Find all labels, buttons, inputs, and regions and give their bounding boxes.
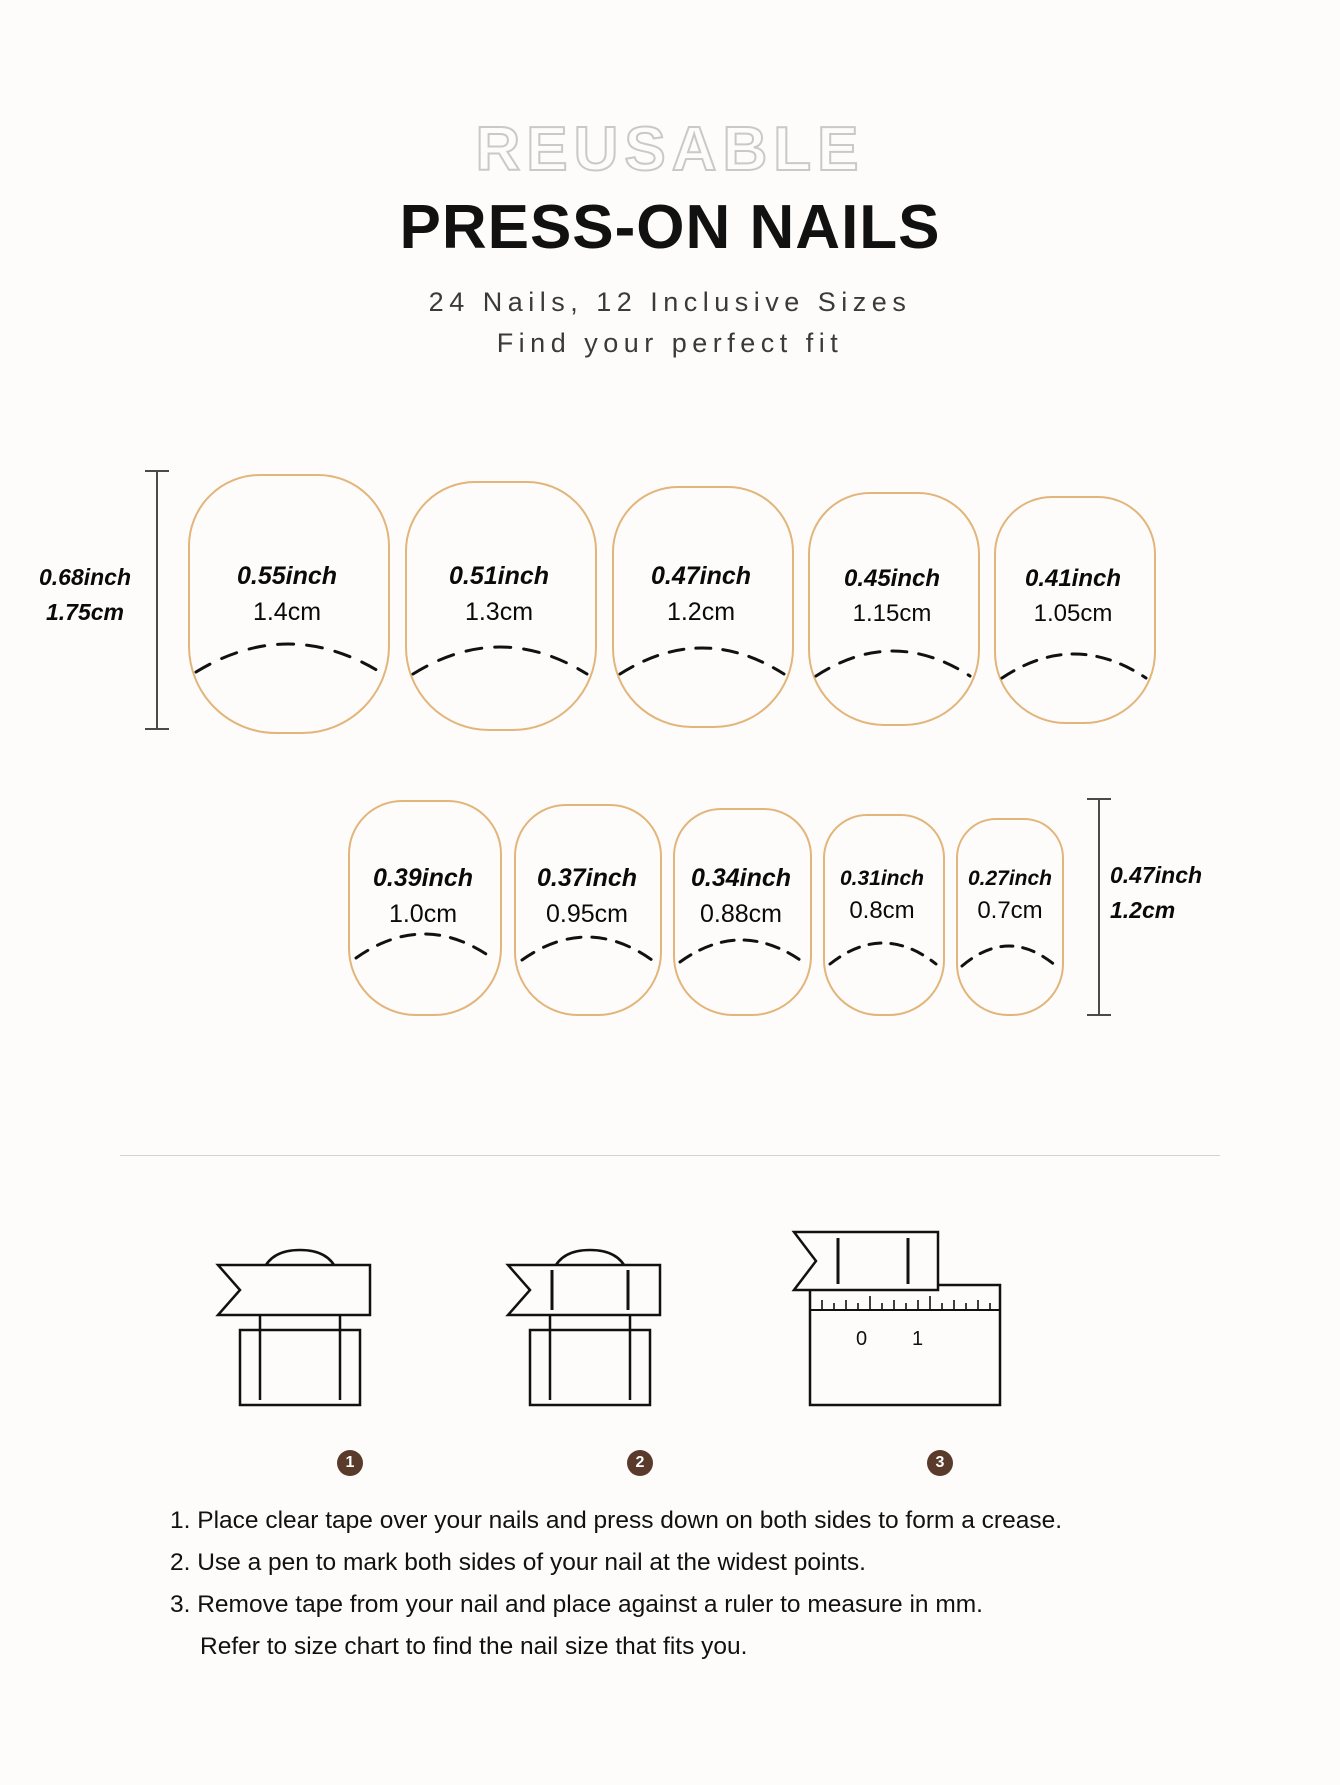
ruler-tick-1: 1: [912, 1328, 924, 1350]
nail-label-7: [504, 860, 670, 933]
step-3-number: 3: [927, 1450, 953, 1476]
nail-10-inch: 0.27inch: [967, 867, 1053, 890]
nail-4-cm: 1.15cm: [852, 599, 932, 627]
page-title: PRESS-ON NAILS: [399, 193, 941, 263]
nail-9-inch: 0.31inch: [839, 867, 925, 890]
section-divider: [120, 1155, 1220, 1156]
nail-8-cm: 0.88cm: [700, 900, 782, 929]
instruction-1: 1. Place clear tape over your nails and press down on both sides to form a crease.: [170, 1507, 1063, 1534]
instruction-2: 2. Use a pen to mark both sides of your nail at the widest points.: [170, 1549, 866, 1577]
nail-1-inch: 0.55inch: [236, 562, 338, 590]
nail-10-cm: 0.7cm: [977, 897, 1043, 925]
nail-2-inch: 0.51inch: [448, 562, 550, 590]
measuring-steps: [0, 1210, 1340, 1480]
nail-3-cm: 1.2cm: [666, 598, 736, 627]
nail-2-cm: 1.3cm: [464, 598, 534, 627]
nail-label-8: [662, 860, 820, 933]
row1-height-label: [20, 560, 150, 629]
page-subtitle: [0, 282, 1340, 363]
step-2-illustration: [490, 1210, 790, 1410]
step-1-number: 1: [337, 1450, 363, 1476]
nail-6-cm: 1.0cm: [388, 900, 458, 929]
row2-height-cm: 1.2cm: [1110, 896, 1176, 923]
ruler-tick-0: 0: [856, 1328, 868, 1350]
nail-5-inch: 0.41inch: [1024, 565, 1122, 592]
instructions-list: [0, 1500, 1340, 1669]
nail-8-inch: 0.34inch: [690, 864, 792, 892]
nail-label-1: [188, 558, 386, 631]
nail-7-inch: 0.37inch: [536, 864, 638, 892]
header: [0, 115, 1340, 363]
subtitle-line-2: Find your perfect fit: [496, 327, 844, 358]
instruction-3b: Refer to size chart to find the nail size that fits you.: [200, 1633, 748, 1661]
nail-label-6: [340, 860, 506, 933]
nail-label-4: [806, 562, 978, 632]
nail-9-cm: 0.8cm: [849, 897, 915, 925]
row1-height-cm: 1.75cm: [45, 598, 124, 625]
row2-height-inch: 0.47inch: [1110, 862, 1203, 888]
nail-label-3: [612, 558, 790, 631]
nail-7-cm: 0.95cm: [546, 900, 628, 929]
nail-6-inch: 0.39inch: [372, 864, 474, 892]
step-1-illustration: [200, 1210, 500, 1410]
nail-4-inch: 0.45inch: [843, 565, 941, 592]
nail-label-10: [942, 864, 1078, 929]
instruction-3: 3. Remove tape from your nail and place against a ruler to measure in mm.: [170, 1591, 983, 1619]
nail-1-cm: 1.4cm: [252, 598, 322, 627]
row1-height-inch: 0.68inch: [38, 564, 132, 590]
step-2: [490, 1210, 790, 1471]
step-1: [200, 1210, 500, 1471]
step-2-number: 2: [627, 1450, 653, 1476]
page-title-outline: REUSABLE: [475, 115, 865, 184]
row2-height-bar: [1098, 798, 1100, 1016]
nail-label-2: [405, 558, 593, 631]
step-3-illustration: [790, 1210, 1090, 1410]
subtitle-line-1: 24 Nails, 12 Inclusive Sizes: [428, 287, 912, 318]
nail-label-5: [990, 562, 1156, 632]
step-3: [790, 1210, 1090, 1471]
row2-height-label: [1110, 858, 1310, 927]
nail-label-9: [812, 864, 952, 929]
row1-height-bar: [156, 470, 158, 730]
nail-5-cm: 1.05cm: [1033, 599, 1113, 627]
nail-size-chart: [0, 500, 1340, 1100]
nail-3-inch: 0.47inch: [650, 562, 752, 590]
